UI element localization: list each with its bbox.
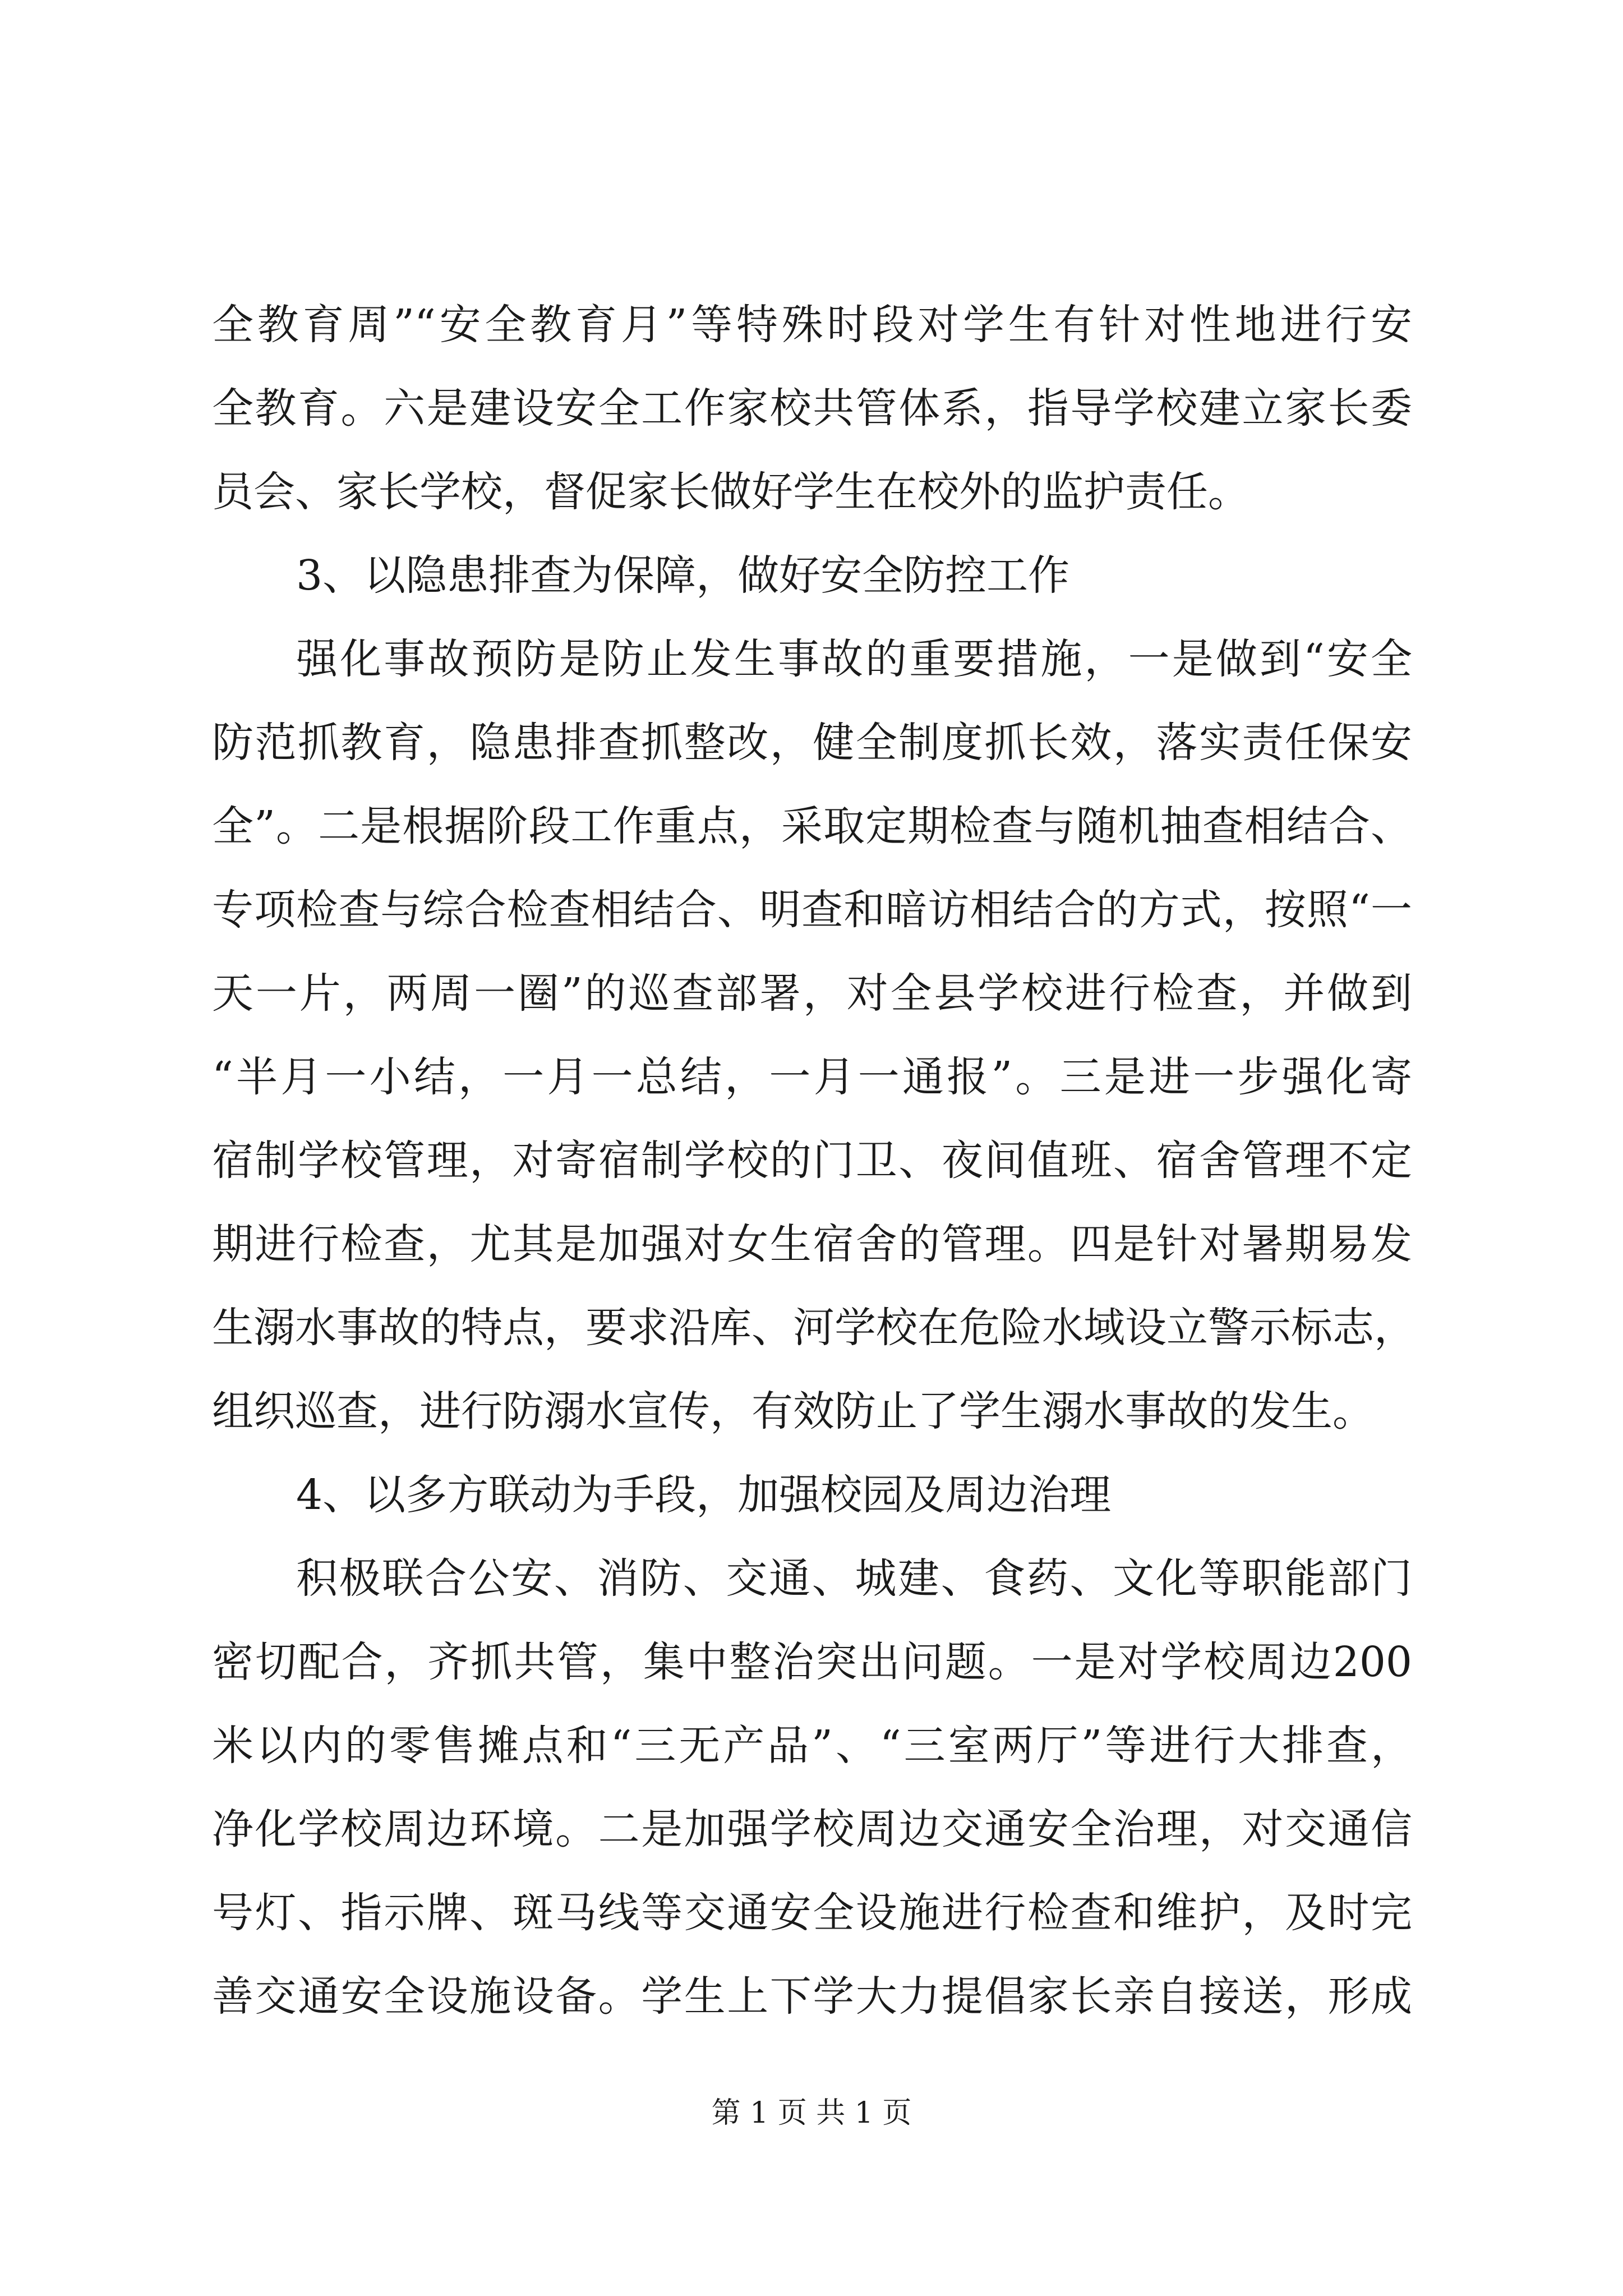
page-footer: 第 1 页 共 1 页	[711, 2096, 912, 2130]
text-line: 米以内的零售摊点和“三无产品”、“三室两厅”等进行大排查，	[212, 1722, 1412, 1770]
text-line: 天一片，两周一圈”的巡查部署，对全县学校进行检查，并做到	[212, 969, 1412, 1018]
text-line: 期进行检查，尤其是加强对女生宿舍的管理。四是针对暑期易发	[212, 1220, 1412, 1268]
text-line: 生溺水事故的特点，要求沿库、河学校在危险水域设立警示标志，	[212, 1304, 1415, 1352]
text-line: 组织巡查，进行防溺水宣传，有效防止了学生溺水事故的发生。	[212, 1387, 1374, 1435]
text-line: 全教育周”“安全教育月”等特殊时段对学生有针对性地进行安	[212, 301, 1412, 349]
text-line: 3、以隐患排查为保障，做好安全防控工作	[296, 551, 1070, 600]
text-line: 全”。二是根据阶段工作重点，采取定期检查与随机抽查相结合、	[212, 802, 1412, 850]
text-line: 净化学校周边环境。二是加强学校周边交通安全治理，对交通信	[212, 1805, 1412, 1853]
text-line: 4、以多方联动为手段，加强校园及周边治理	[296, 1471, 1112, 1519]
document-body	[212, 283, 1415, 2039]
text-line: 专项检查与综合检查相结合、明查和暗访相结合的方式，按照“一	[212, 886, 1412, 934]
text-line: 防范抓教育，隐患排查抓整改，健全制度抓长效，落实责任保安	[212, 719, 1412, 767]
text-line: 宿制学校管理，对寄宿制学校的门卫、夜间值班、宿舍管理不定	[212, 1137, 1412, 1185]
text-line: 密切配合，齐抓共管，集中整治突出问题。一是对学校周边200	[212, 1638, 1412, 1686]
text-line: 全教育。六是建设安全工作家校共管体系，指导学校建立家长委	[212, 384, 1412, 432]
text-line: 员会、家长学校，督促家长做好学生在校外的监护责任。	[212, 468, 1249, 516]
text-line: 积极联合公安、消防、交通、城建、食药、文化等职能部门	[296, 1554, 1412, 1603]
text-line: 强化事故预防是防止发生事故的重要措施，一是做到“安全	[296, 635, 1412, 683]
text-line: 号灯、指示牌、斑马线等交通安全设施进行检查和维护，及时完	[212, 1889, 1412, 1937]
text-line: 善交通安全设施设备。学生上下学大力提倡家长亲自接送，形成	[212, 1972, 1412, 2021]
text-line: “半月一小结，一月一总结，一月一通报”。三是进一步强化寄	[212, 1053, 1412, 1101]
